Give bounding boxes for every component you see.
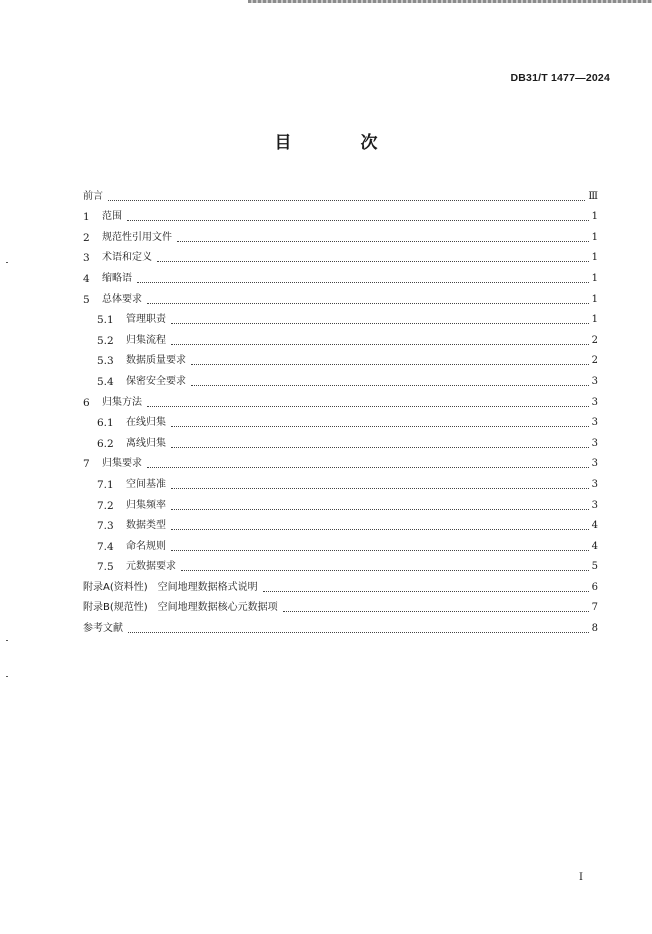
- toc-entry-page: 3: [591, 437, 598, 449]
- toc-entry-page: 1: [591, 231, 598, 243]
- toc-entry-number: 5.4: [97, 375, 114, 388]
- toc-entry-page: 8: [591, 623, 598, 635]
- toc-entry-title: 在线归集: [126, 417, 166, 429]
- toc-entry-title: 术语和定义: [102, 252, 152, 264]
- toc-entry-number: 4: [83, 272, 90, 285]
- toc-entry-number: 5.1: [97, 314, 114, 327]
- toc-entry-title: 规范性引用文件: [102, 231, 172, 243]
- toc-dot-leader: [263, 591, 589, 592]
- toc-entry[interactable]: [83, 245, 598, 266]
- toc-entry-title: 命名规则: [126, 540, 166, 552]
- toc-dot-leader: [171, 344, 589, 345]
- toc-entry-number: 3: [83, 252, 90, 265]
- toc-entry-page: 3: [591, 375, 598, 387]
- toc-entry-page: 4: [591, 540, 598, 552]
- toc-entry[interactable]: [83, 348, 598, 369]
- toc-entry[interactable]: [83, 513, 598, 534]
- toc-entry-title: 数据质量要求: [126, 355, 186, 367]
- toc-dot-leader: [137, 282, 589, 283]
- toc-entry-title: 归集流程: [126, 334, 166, 346]
- toc-entry[interactable]: [83, 595, 598, 616]
- toc-entry[interactable]: [83, 224, 598, 245]
- toc-entry-title: 保密安全要求: [126, 375, 186, 387]
- toc-entry-title: 离线归集: [126, 437, 166, 449]
- document-code: DB31/T 1477—2024: [510, 72, 610, 84]
- toc-entry-title: 参考文献: [83, 623, 123, 635]
- toc-entry-page: 7: [591, 602, 598, 614]
- toc-entry-number: 7.5: [97, 561, 114, 574]
- toc-entry-number: 5.3: [97, 355, 114, 368]
- toc-entry[interactable]: [83, 183, 598, 204]
- toc-entry-number: 5: [83, 293, 90, 306]
- toc-entry-title: 总体要求: [102, 293, 142, 305]
- toc-entry-title: 附录B(规范性) 空间地理数据核心元数据项: [83, 602, 278, 614]
- toc-entry[interactable]: [83, 389, 598, 410]
- toc-entry-number: 7.2: [97, 499, 114, 512]
- toc-entry-page: 4: [591, 520, 598, 532]
- toc-entry[interactable]: [83, 204, 598, 225]
- toc-entry-number: 7.3: [97, 520, 114, 533]
- toc-entry-number: 5.2: [97, 334, 114, 347]
- toc-entry[interactable]: [83, 286, 598, 307]
- toc-dot-leader: [171, 488, 589, 489]
- toc-dot-leader: [181, 570, 589, 571]
- toc-entry[interactable]: [83, 410, 598, 431]
- toc-entry-title: 数据类型: [126, 520, 166, 532]
- toc-entry-page: 2: [591, 355, 598, 367]
- toc-dot-leader: [147, 303, 589, 304]
- toc-entry[interactable]: [83, 368, 598, 389]
- toc-entry-number: 6: [83, 396, 90, 409]
- toc-entry-title: 空间基准: [126, 478, 166, 490]
- toc-dot-leader: [177, 241, 589, 242]
- toc-entry-number: 7: [83, 458, 90, 471]
- scan-margin-mark: [6, 676, 8, 677]
- toc-entry[interactable]: [83, 265, 598, 286]
- toc-entry-page: 3: [591, 478, 598, 490]
- toc-entry-title: 前言: [83, 190, 103, 202]
- toc-entry-title: 元数据要求: [126, 561, 176, 573]
- toc-dot-leader: [171, 550, 589, 551]
- toc-list: [83, 183, 598, 636]
- toc-entry-page: 1: [591, 293, 598, 305]
- toc-entry-page: 6: [591, 581, 598, 593]
- toc-dot-leader: [283, 611, 589, 612]
- toc-entry-title: 管理职责: [126, 314, 166, 326]
- toc-dot-leader: [128, 632, 589, 633]
- toc-dot-leader: [157, 261, 589, 262]
- toc-entry[interactable]: [83, 554, 598, 575]
- toc-entry-page: 5: [591, 561, 598, 573]
- toc-dot-leader: [171, 447, 589, 448]
- toc-entry[interactable]: [83, 574, 598, 595]
- toc-entry[interactable]: [83, 327, 598, 348]
- toc-entry-title: 范围: [102, 211, 122, 223]
- toc-entry-page: Ⅲ: [588, 190, 598, 202]
- toc-dot-leader: [191, 364, 589, 365]
- toc-entry-page: 1: [591, 211, 598, 223]
- toc-dot-leader: [191, 385, 589, 386]
- toc-dot-leader: [108, 200, 585, 201]
- toc-dot-leader: [147, 467, 589, 468]
- toc-entry-page: 1: [591, 272, 598, 284]
- toc-entry-page: 1: [591, 252, 598, 264]
- toc-entry[interactable]: [83, 615, 598, 636]
- toc-entry[interactable]: [83, 430, 598, 451]
- toc-entry-title: 缩略语: [102, 272, 132, 284]
- toc-entry-number: 6.1: [97, 417, 114, 430]
- toc-dot-leader: [171, 323, 589, 324]
- page-number: I: [579, 872, 583, 883]
- toc-dot-leader: [147, 406, 589, 407]
- toc-entry-title: 归集频率: [126, 499, 166, 511]
- toc-entry-page: 1: [591, 314, 598, 326]
- toc-entry-number: 7.1: [97, 478, 114, 491]
- toc-entry-title: 归集要求: [102, 458, 142, 470]
- top-scan-rule: [248, 0, 652, 3]
- toc-entry-number: 7.4: [97, 540, 114, 553]
- toc-entry-page: 2: [591, 334, 598, 346]
- scan-margin-mark: [6, 262, 8, 263]
- scan-margin-mark: [6, 640, 8, 641]
- toc-entry-page: 3: [591, 417, 598, 429]
- toc-dot-leader: [127, 220, 589, 221]
- toc-dot-leader: [171, 509, 589, 510]
- toc-entry[interactable]: [83, 307, 598, 328]
- toc-dot-leader: [171, 529, 589, 530]
- toc-entry-page: 3: [591, 458, 598, 470]
- toc-entry-number: 2: [83, 231, 90, 244]
- toc-entry[interactable]: [83, 471, 598, 492]
- toc-dot-leader: [171, 426, 589, 427]
- toc-entry[interactable]: [83, 492, 598, 513]
- toc-entry-title: 归集方法: [102, 396, 142, 408]
- toc-entry-number: 1: [83, 211, 90, 224]
- toc-entry-number: 6.2: [97, 437, 114, 450]
- toc-entry[interactable]: [83, 451, 598, 472]
- toc-entry-page: 3: [591, 396, 598, 408]
- toc-entry[interactable]: [83, 533, 598, 554]
- toc-entry-page: 3: [591, 499, 598, 511]
- toc-title: 目 次: [274, 133, 404, 153]
- toc-entry-title: 附录A(资料性) 空间地理数据格式说明: [83, 581, 258, 593]
